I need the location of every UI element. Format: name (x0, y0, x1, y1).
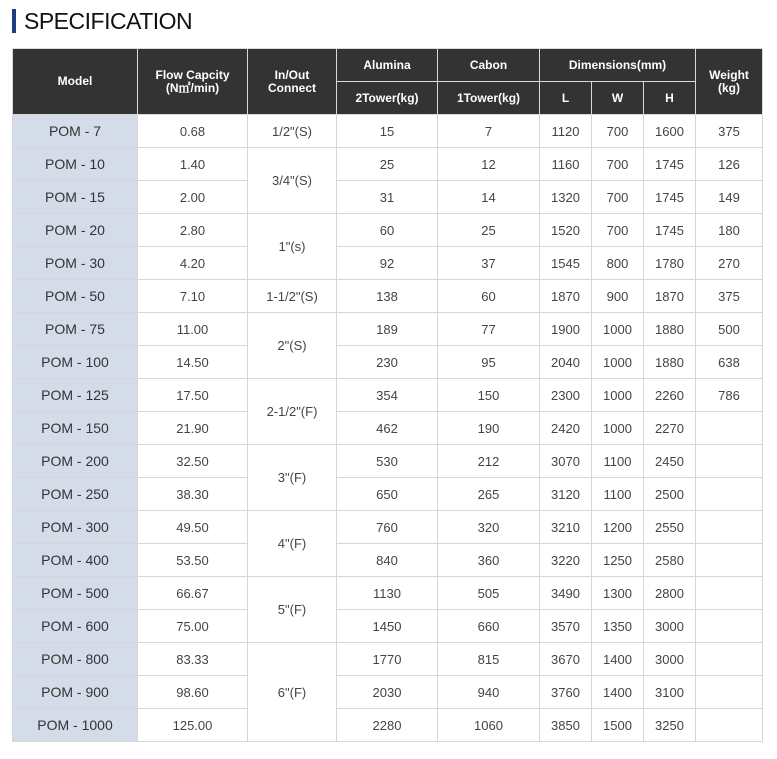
cell-weight: 375 (696, 280, 763, 313)
cell-alumina: 31 (337, 181, 438, 214)
table-row (13, 445, 763, 478)
cell-connect: 1/2"(S) (248, 115, 337, 148)
cell-cabon: 77 (438, 313, 540, 346)
cell-connect: 2"(S) (248, 313, 337, 379)
cell-alumina: 530 (337, 445, 438, 478)
header-dim-l: L (540, 82, 592, 115)
cell-weight: 375 (696, 115, 763, 148)
cell-dim-h: 2550 (644, 511, 696, 544)
cell-dim-w: 1000 (592, 412, 644, 445)
cell-dim-w: 1100 (592, 478, 644, 511)
cell-alumina: 2280 (337, 709, 438, 742)
cell-cabon: 660 (438, 610, 540, 643)
cell-dim-l: 3210 (540, 511, 592, 544)
cell-connect: 1"(s) (248, 214, 337, 280)
cell-model: POM - 50 (13, 280, 138, 313)
table-row (13, 544, 763, 577)
header-dim-h: H (644, 82, 696, 115)
cell-flow: 32.50 (138, 445, 248, 478)
cell-flow: 2.80 (138, 214, 248, 247)
cell-dim-l: 2300 (540, 379, 592, 412)
cell-dim-w: 1350 (592, 610, 644, 643)
cell-connect: 4"(F) (248, 511, 337, 577)
cell-model: POM - 800 (13, 643, 138, 676)
cell-model: POM - 20 (13, 214, 138, 247)
cell-weight: 126 (696, 148, 763, 181)
table-row (13, 676, 763, 709)
cell-dim-h: 3000 (644, 643, 696, 676)
cell-cabon: 190 (438, 412, 540, 445)
cell-weight: 500 (696, 313, 763, 346)
cell-flow: 21.90 (138, 412, 248, 445)
cell-dim-w: 1500 (592, 709, 644, 742)
cell-dim-l: 2040 (540, 346, 592, 379)
cell-flow: 38.30 (138, 478, 248, 511)
cell-alumina: 354 (337, 379, 438, 412)
cell-alumina: 15 (337, 115, 438, 148)
table-row (13, 346, 763, 379)
cell-connect: 1-1/2"(S) (248, 280, 337, 313)
cell-weight (696, 643, 763, 676)
table-row (13, 511, 763, 544)
cell-alumina: 650 (337, 478, 438, 511)
header-cabon-sub: 1Tower(kg) (438, 82, 540, 115)
cell-dim-h: 1880 (644, 346, 696, 379)
cell-dim-l: 3570 (540, 610, 592, 643)
cell-weight: 638 (696, 346, 763, 379)
table-row (13, 610, 763, 643)
cell-alumina: 760 (337, 511, 438, 544)
cell-dim-h: 3100 (644, 676, 696, 709)
cell-model: POM - 100 (13, 346, 138, 379)
cell-dim-w: 1000 (592, 379, 644, 412)
table-row (13, 247, 763, 280)
header-dimensions: Dimensions(mm) (540, 49, 696, 82)
cell-dim-h: 1880 (644, 313, 696, 346)
table-row (13, 709, 763, 742)
header-alumina: Alumina (337, 49, 438, 82)
cell-dim-h: 1745 (644, 181, 696, 214)
cell-alumina: 189 (337, 313, 438, 346)
cell-flow: 7.10 (138, 280, 248, 313)
cell-weight (696, 577, 763, 610)
cell-dim-h: 3000 (644, 610, 696, 643)
cell-model: POM - 900 (13, 676, 138, 709)
cell-flow: 11.00 (138, 313, 248, 346)
cell-flow: 53.50 (138, 544, 248, 577)
cell-dim-w: 700 (592, 181, 644, 214)
cell-flow: 0.68 (138, 115, 248, 148)
cell-cabon: 320 (438, 511, 540, 544)
cell-dim-w: 1300 (592, 577, 644, 610)
cell-weight (696, 478, 763, 511)
cell-weight (696, 676, 763, 709)
cell-dim-w: 1250 (592, 544, 644, 577)
cell-connect: 3/4"(S) (248, 148, 337, 214)
cell-dim-w: 700 (592, 115, 644, 148)
cell-flow: 14.50 (138, 346, 248, 379)
table-row (13, 412, 763, 445)
cell-dim-w: 1400 (592, 676, 644, 709)
table-row (13, 643, 763, 676)
cell-model: POM - 600 (13, 610, 138, 643)
cell-dim-l: 2420 (540, 412, 592, 445)
cell-dim-h: 1600 (644, 115, 696, 148)
cell-dim-l: 3670 (540, 643, 592, 676)
table-row (13, 577, 763, 610)
cell-cabon: 12 (438, 148, 540, 181)
page-title: SPECIFICATION (24, 7, 193, 34)
header-weight: Weight (kg) (696, 49, 763, 115)
cell-dim-h: 3250 (644, 709, 696, 742)
table-row (13, 214, 763, 247)
cell-model: POM - 30 (13, 247, 138, 280)
header-cabon: Cabon (438, 49, 540, 82)
cell-cabon: 95 (438, 346, 540, 379)
cell-cabon: 25 (438, 214, 540, 247)
page-title-block (12, 8, 192, 34)
cell-model: POM - 15 (13, 181, 138, 214)
cell-flow: 66.67 (138, 577, 248, 610)
table-row (13, 115, 763, 148)
cell-dim-w: 800 (592, 247, 644, 280)
header-model: Model (13, 49, 138, 115)
cell-weight (696, 544, 763, 577)
cell-dim-w: 700 (592, 148, 644, 181)
cell-dim-w: 1000 (592, 346, 644, 379)
cell-alumina: 25 (337, 148, 438, 181)
specification-table (12, 48, 763, 742)
cell-dim-w: 1100 (592, 445, 644, 478)
cell-cabon: 150 (438, 379, 540, 412)
cell-dim-h: 2580 (644, 544, 696, 577)
cell-model: POM - 150 (13, 412, 138, 445)
cell-connect: 2-1/2"(F) (248, 379, 337, 445)
cell-weight (696, 412, 763, 445)
table-body (13, 115, 763, 742)
cell-dim-l: 1900 (540, 313, 592, 346)
cell-cabon: 212 (438, 445, 540, 478)
cell-dim-l: 3490 (540, 577, 592, 610)
table-row (13, 379, 763, 412)
cell-model: POM - 1000 (13, 709, 138, 742)
table-row (13, 280, 763, 313)
cell-dim-h: 1745 (644, 148, 696, 181)
cell-cabon: 7 (438, 115, 540, 148)
cell-cabon: 360 (438, 544, 540, 577)
cell-cabon: 505 (438, 577, 540, 610)
cell-dim-l: 1120 (540, 115, 592, 148)
cell-model: POM - 10 (13, 148, 138, 181)
table-row (13, 181, 763, 214)
cell-dim-l: 3120 (540, 478, 592, 511)
cell-dim-l: 3850 (540, 709, 592, 742)
cell-flow: 49.50 (138, 511, 248, 544)
cell-flow: 75.00 (138, 610, 248, 643)
cell-dim-l: 1160 (540, 148, 592, 181)
cell-dim-l: 3070 (540, 445, 592, 478)
cell-dim-w: 1000 (592, 313, 644, 346)
cell-alumina: 2030 (337, 676, 438, 709)
cell-cabon: 60 (438, 280, 540, 313)
cell-flow: 17.50 (138, 379, 248, 412)
cell-cabon: 14 (438, 181, 540, 214)
cell-weight: 149 (696, 181, 763, 214)
table-row (13, 313, 763, 346)
cell-model: POM - 250 (13, 478, 138, 511)
cell-model: POM - 125 (13, 379, 138, 412)
cell-weight: 270 (696, 247, 763, 280)
cell-weight (696, 610, 763, 643)
cell-alumina: 60 (337, 214, 438, 247)
cell-flow: 83.33 (138, 643, 248, 676)
cell-alumina: 92 (337, 247, 438, 280)
cell-dim-h: 2270 (644, 412, 696, 445)
cell-dim-l: 3760 (540, 676, 592, 709)
cell-flow: 1.40 (138, 148, 248, 181)
cell-alumina: 1770 (337, 643, 438, 676)
cell-dim-h: 1780 (644, 247, 696, 280)
cell-cabon: 1060 (438, 709, 540, 742)
cell-dim-w: 1200 (592, 511, 644, 544)
cell-connect: 3"(F) (248, 445, 337, 511)
cell-cabon: 815 (438, 643, 540, 676)
cell-model: POM - 7 (13, 115, 138, 148)
cell-weight: 786 (696, 379, 763, 412)
cell-dim-h: 2800 (644, 577, 696, 610)
table-row (13, 148, 763, 181)
cell-dim-h: 2260 (644, 379, 696, 412)
cell-dim-w: 1400 (592, 643, 644, 676)
cell-alumina: 138 (337, 280, 438, 313)
cell-cabon: 940 (438, 676, 540, 709)
cell-flow: 125.00 (138, 709, 248, 742)
cell-dim-w: 700 (592, 214, 644, 247)
cell-flow: 98.60 (138, 676, 248, 709)
title-accent-bar (12, 9, 16, 33)
cell-weight: 180 (696, 214, 763, 247)
cell-flow: 4.20 (138, 247, 248, 280)
cell-connect: 6"(F) (248, 643, 337, 742)
header-dim-w: W (592, 82, 644, 115)
cell-dim-l: 1545 (540, 247, 592, 280)
cell-alumina: 462 (337, 412, 438, 445)
cell-model: POM - 200 (13, 445, 138, 478)
cell-model: POM - 75 (13, 313, 138, 346)
table-row (13, 478, 763, 511)
cell-dim-l: 1870 (540, 280, 592, 313)
cell-dim-w: 900 (592, 280, 644, 313)
cell-weight (696, 445, 763, 478)
cell-flow: 2.00 (138, 181, 248, 214)
cell-alumina: 1450 (337, 610, 438, 643)
cell-model: POM - 300 (13, 511, 138, 544)
cell-dim-l: 1520 (540, 214, 592, 247)
header-flow-capacity: Flow Capcity (N㎥/min) (138, 49, 248, 115)
cell-dim-h: 1870 (644, 280, 696, 313)
cell-weight (696, 709, 763, 742)
header-inout-connect: In/Out Connect (248, 49, 337, 115)
header-alumina-sub: 2Tower(kg) (337, 82, 438, 115)
cell-cabon: 265 (438, 478, 540, 511)
cell-alumina: 1130 (337, 577, 438, 610)
cell-dim-h: 2450 (644, 445, 696, 478)
cell-connect: 5"(F) (248, 577, 337, 643)
cell-dim-h: 2500 (644, 478, 696, 511)
cell-alumina: 230 (337, 346, 438, 379)
cell-model: POM - 500 (13, 577, 138, 610)
cell-cabon: 37 (438, 247, 540, 280)
cell-dim-l: 1320 (540, 181, 592, 214)
table-header (13, 49, 763, 115)
cell-model: POM - 400 (13, 544, 138, 577)
cell-weight (696, 511, 763, 544)
cell-alumina: 840 (337, 544, 438, 577)
cell-dim-l: 3220 (540, 544, 592, 577)
cell-dim-h: 1745 (644, 214, 696, 247)
